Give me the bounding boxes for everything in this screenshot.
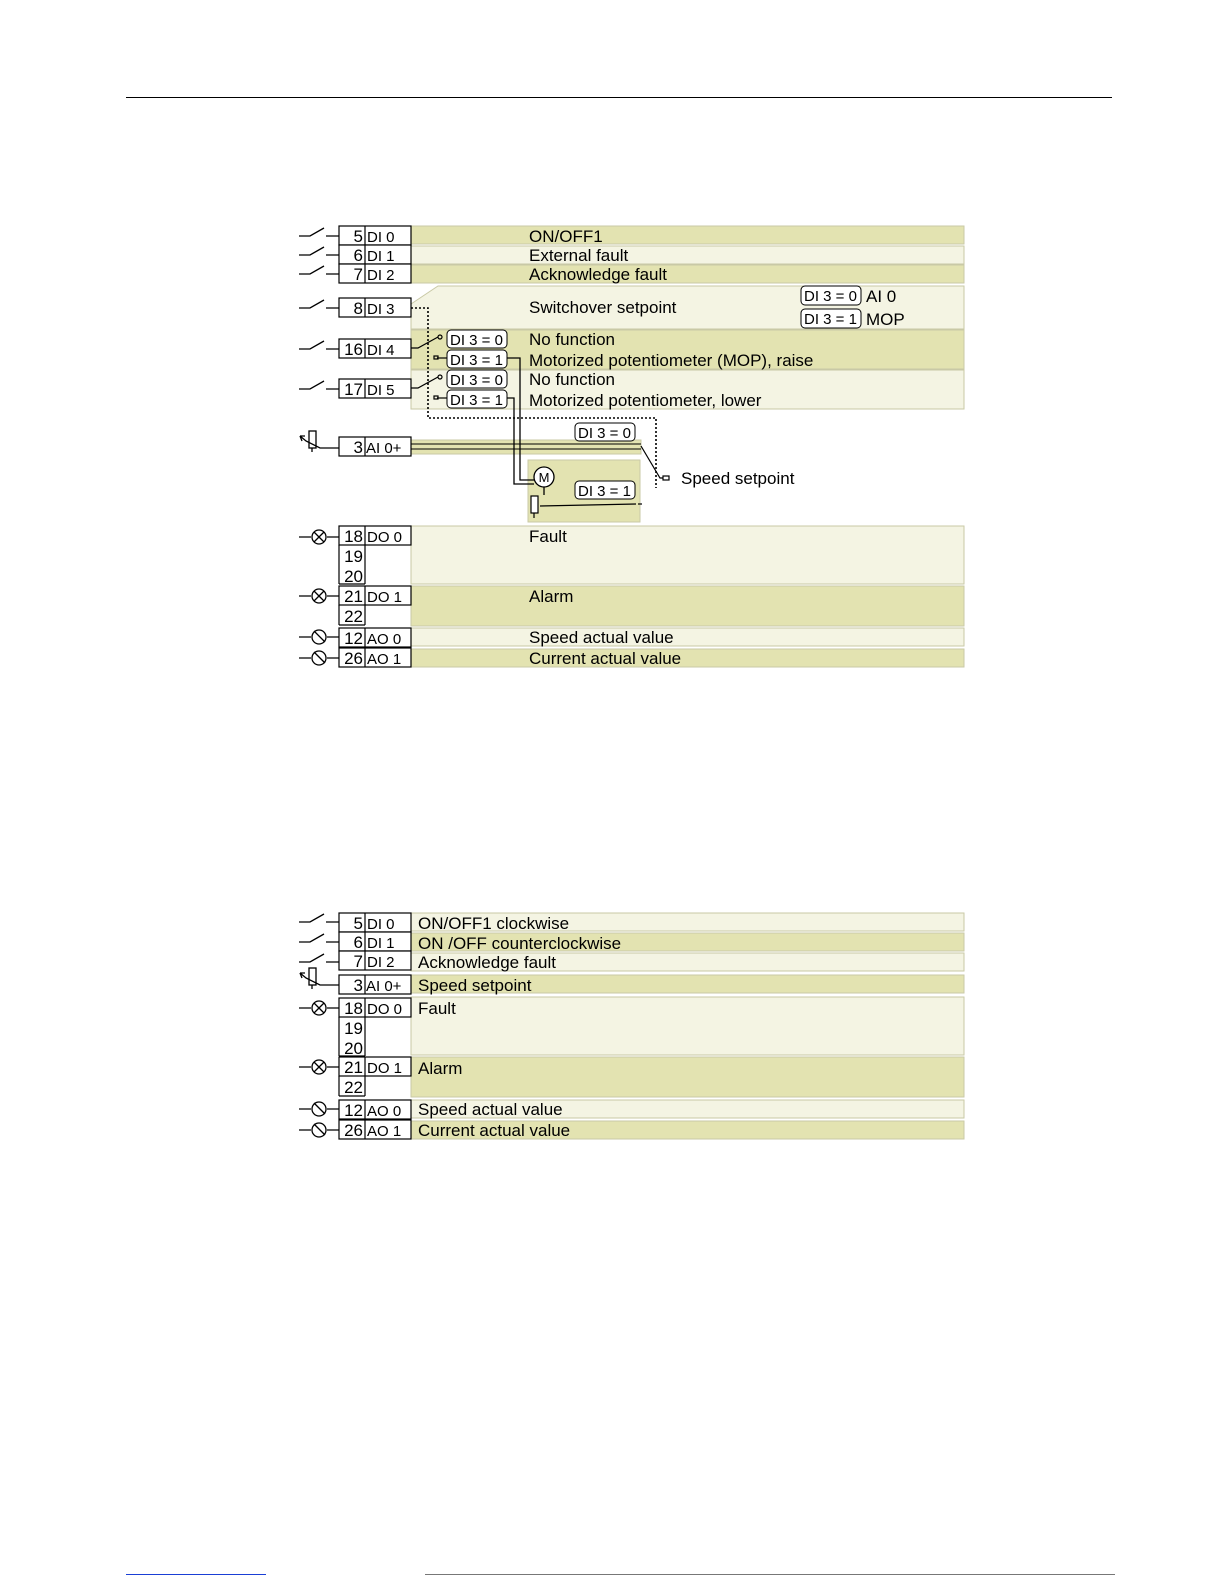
band-ao1 xyxy=(411,649,964,667)
terminal-name: DO 0 xyxy=(367,529,403,546)
potentiometer-icon xyxy=(300,968,339,989)
function-label: Fault xyxy=(529,527,567,546)
terminal-name: DI 0 xyxy=(367,229,395,246)
function-label: External fault xyxy=(529,246,629,265)
function-label: Current actual value xyxy=(418,1121,571,1140)
function-label: Acknowledge fault xyxy=(529,265,667,284)
terminal-number: 22 xyxy=(344,607,363,626)
function-label: Alarm xyxy=(418,1059,463,1078)
di3-condition-tag: DI 3 = 0 xyxy=(804,288,857,305)
wiring-diagram-two-wire-control xyxy=(0,880,1225,1160)
terminal-name: AO 0 xyxy=(367,1103,402,1120)
band-di2 xyxy=(411,265,964,283)
terminal-name: AO 1 xyxy=(367,651,402,668)
terminal-number: 26 xyxy=(344,649,363,668)
band-ao0 xyxy=(411,628,964,646)
di3-condition-tag: DI 3 = 0 xyxy=(450,372,503,389)
terminal-name: DI 0 xyxy=(367,916,395,933)
terminal-name: DO 1 xyxy=(367,589,403,606)
di3-condition-tag: DI 3 = 1 xyxy=(450,352,503,369)
function-label: Switchover setpoint xyxy=(529,298,677,317)
terminal-number: 16 xyxy=(344,340,363,359)
terminal-number: 6 xyxy=(353,246,363,265)
legend-mop: MOP xyxy=(866,310,905,329)
legend-ai0: AI 0 xyxy=(866,287,897,306)
di3-condition-tag: DI 3 = 0 xyxy=(578,425,631,442)
motor-label: M xyxy=(538,470,550,485)
terminal-number: 3 xyxy=(353,438,363,457)
function-label: Speed actual value xyxy=(529,628,674,647)
terminal-name: AI 0+ xyxy=(366,978,402,995)
terminal-name: DI 2 xyxy=(367,267,395,284)
terminal-number: 21 xyxy=(344,1058,363,1077)
function-label: Motorized potentiometer, lower xyxy=(529,391,762,410)
terminal-name: DI 5 xyxy=(367,382,395,399)
terminal-number: 20 xyxy=(344,1039,363,1058)
function-label: ON/OFF1 clockwise xyxy=(418,914,570,933)
terminal-number: 19 xyxy=(344,1019,363,1038)
terminal-number: 12 xyxy=(344,629,363,648)
function-label: No function xyxy=(529,370,615,389)
di3-condition-tag: DI 3 = 1 xyxy=(804,311,857,328)
terminal-name: AO 0 xyxy=(367,631,402,648)
speed-setpoint-label: Speed setpoint xyxy=(681,469,795,488)
potentiometer-icon xyxy=(300,431,339,452)
terminal-number: 19 xyxy=(344,547,363,566)
terminal-number: 12 xyxy=(344,1101,363,1120)
terminal-number: 5 xyxy=(353,227,363,246)
footer-rule xyxy=(425,1574,1115,1575)
terminal-number: 5 xyxy=(353,914,363,933)
function-label: No function xyxy=(529,330,615,349)
band-do1 xyxy=(411,586,964,626)
terminal-number: 21 xyxy=(344,587,363,606)
terminal-number: 17 xyxy=(344,380,363,399)
terminal-number: 6 xyxy=(353,933,363,952)
terminal-name: DI 4 xyxy=(367,342,395,359)
di3-condition-tag: DI 3 = 1 xyxy=(450,392,503,409)
band-di0 xyxy=(411,226,964,244)
lamp-icon xyxy=(299,1001,339,1074)
wiring-diagram-setpoint-switchover xyxy=(0,0,1225,700)
setpoint-switch-icon xyxy=(638,446,669,504)
switch-icon xyxy=(299,914,339,962)
terminal-number: 18 xyxy=(344,527,363,546)
terminal-name: AI 0+ xyxy=(366,440,402,457)
meter-icon xyxy=(299,630,339,665)
terminal-name: DO 1 xyxy=(367,1060,403,1077)
function-label: Fault xyxy=(418,999,456,1018)
terminal-number: 26 xyxy=(344,1121,363,1140)
terminal-name: DI 1 xyxy=(367,248,395,265)
terminal-name: DO 0 xyxy=(367,1001,403,1018)
function-label: Acknowledge fault xyxy=(418,953,556,972)
function-label: Motorized potentiometer (MOP), raise xyxy=(529,351,814,370)
terminal-number: 7 xyxy=(353,265,363,284)
function-label: Speed setpoint xyxy=(418,976,532,995)
terminal-number: 3 xyxy=(353,976,363,995)
function-label: ON/OFF1 xyxy=(529,227,603,246)
di3-condition-tag: DI 3 = 1 xyxy=(578,483,631,500)
function-label: Speed actual value xyxy=(418,1100,563,1119)
switch-icon xyxy=(299,228,339,389)
mop-potentiometer-icon xyxy=(531,496,538,513)
function-label: Alarm xyxy=(529,587,574,606)
band-ai0 xyxy=(411,440,641,454)
terminal-name: DI 2 xyxy=(367,954,395,971)
terminal-name: DI 3 xyxy=(367,301,395,318)
terminal-number: 7 xyxy=(353,952,363,971)
terminal-number: 18 xyxy=(344,999,363,1018)
function-label: ON /OFF counterclockwise xyxy=(418,934,622,953)
lamp-icon xyxy=(299,530,339,603)
meter-icon xyxy=(299,1102,339,1137)
terminal-name: AO 1 xyxy=(367,1123,402,1140)
terminal-number: 8 xyxy=(353,299,363,318)
terminal-number: 20 xyxy=(344,567,363,586)
di3-condition-tag: DI 3 = 0 xyxy=(450,332,503,349)
terminal-number: 22 xyxy=(344,1078,363,1097)
footer-link-underline xyxy=(126,1574,266,1575)
function-label: Current actual value xyxy=(529,649,682,668)
band-di1 xyxy=(411,246,964,264)
band-do0 xyxy=(411,526,964,584)
terminal-name: DI 1 xyxy=(367,935,395,952)
